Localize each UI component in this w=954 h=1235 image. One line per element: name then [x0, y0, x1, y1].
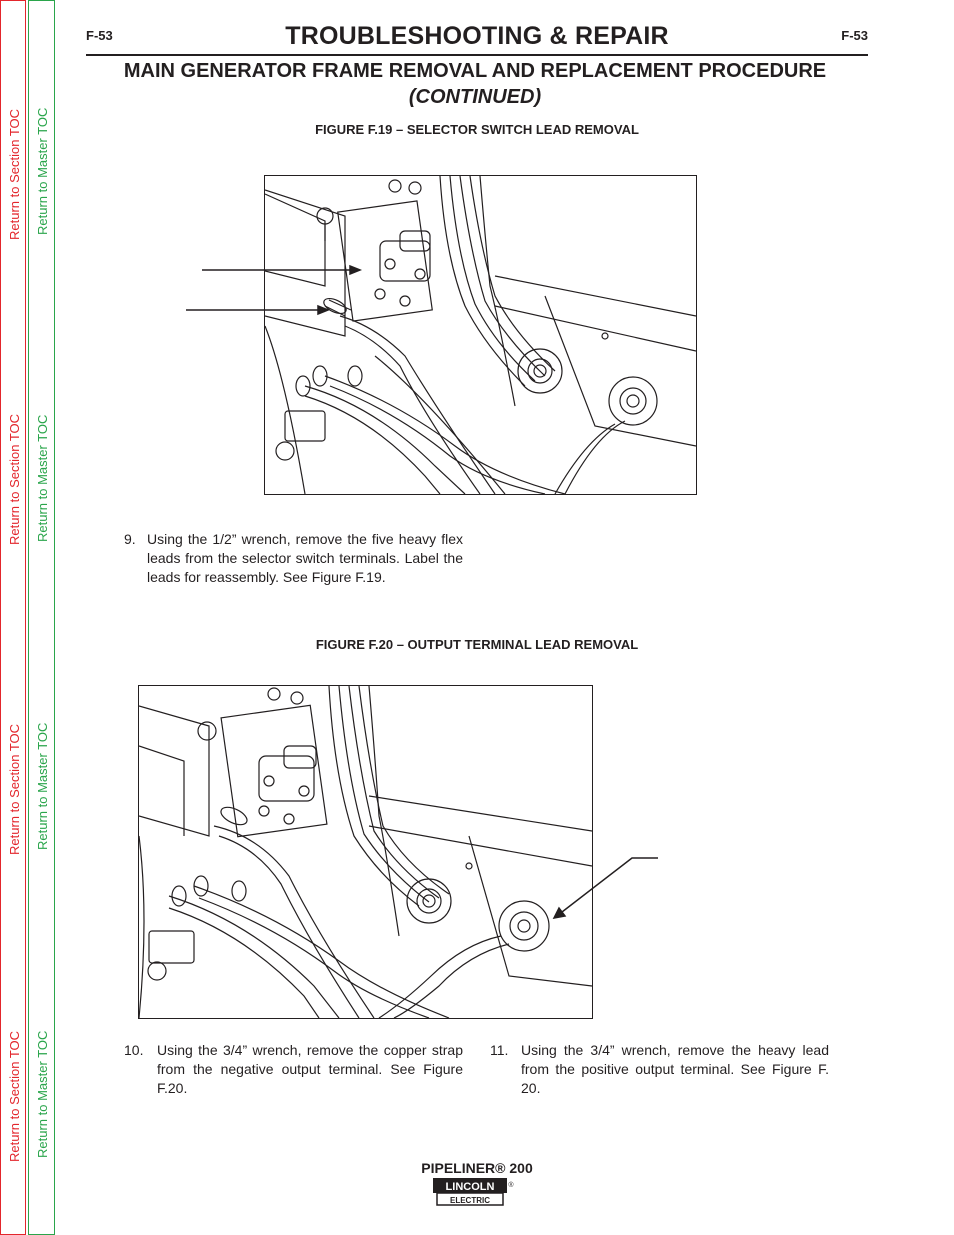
step-10-text: Using the 3/4” wrench, remove the copper strap from the negative output terminal. See Figure F.20.	[157, 1042, 463, 1096]
figure-20-caption: FIGURE F.20 – OUTPUT TERMINAL LEAD REMOVAL	[315, 637, 639, 652]
step-9	[124, 530, 463, 587]
return-to-section-toc-link-2[interactable]: Return to Section TOC	[7, 413, 22, 545]
figure-19-image	[264, 175, 697, 495]
return-to-master-toc-link-4[interactable]: Return to Master TOC	[35, 1030, 50, 1158]
return-to-section-toc-link-3[interactable]: Return to Section TOC	[7, 723, 22, 855]
return-to-master-toc-link-1[interactable]: Return to Master TOC	[35, 107, 50, 235]
output-terminal-illustration	[139, 686, 592, 1018]
return-to-master-toc-link-3[interactable]: Return to Master TOC	[35, 722, 50, 850]
procedure-title: MAIN GENERATOR FRAME REMOVAL AND REPLACEMENT PROCEDURE	[123, 60, 827, 82]
logo-top-text: LINCOLN	[445, 1181, 495, 1193]
selector-switch-illustration	[265, 176, 696, 494]
return-to-section-toc-link-1[interactable]: Return to Section TOC	[7, 108, 22, 240]
lincoln-electric-logo	[433, 1178, 515, 1206]
figure-20-image	[138, 685, 593, 1019]
header-divider	[86, 54, 868, 56]
step-11	[490, 1041, 829, 1098]
step-11-number: 11.	[490, 1042, 509, 1058]
footer-model-name: PIPELINER® 200	[421, 1160, 533, 1176]
return-to-master-toc-link-2[interactable]: Return to Master TOC	[35, 414, 50, 542]
step-10	[124, 1041, 463, 1098]
logo-registered-mark: ®	[508, 1182, 514, 1189]
step-9-text: Using the 1/2” wrench, remove the five heavy flex leads from the selector switch terminals. Label the leads for reassembly. See Figure F.19.	[147, 531, 463, 585]
logo-bottom-text: ELECTRIC	[450, 1196, 490, 1205]
page-number-right: F-53	[841, 28, 868, 43]
procedure-continued: (CONTINUED)	[408, 86, 542, 108]
return-to-section-toc-link-4[interactable]: Return to Section TOC	[7, 1030, 22, 1162]
page-number-left: F-53	[86, 28, 113, 43]
page-title: TROUBLESHOOTING & REPAIR	[285, 22, 669, 50]
figure-20-callout-arrow	[540, 850, 670, 930]
step-9-number: 9.	[124, 531, 136, 547]
figure-19-callout-arrows	[180, 260, 370, 320]
step-10-number: 10.	[124, 1042, 144, 1058]
figure-19-caption: FIGURE F.19 – SELECTOR SWITCH LEAD REMOVAL	[315, 122, 639, 137]
step-11-text: Using the 3/4” wrench, remove the heavy lead from the positive output terminal. See Figure F. 20.	[521, 1042, 829, 1096]
